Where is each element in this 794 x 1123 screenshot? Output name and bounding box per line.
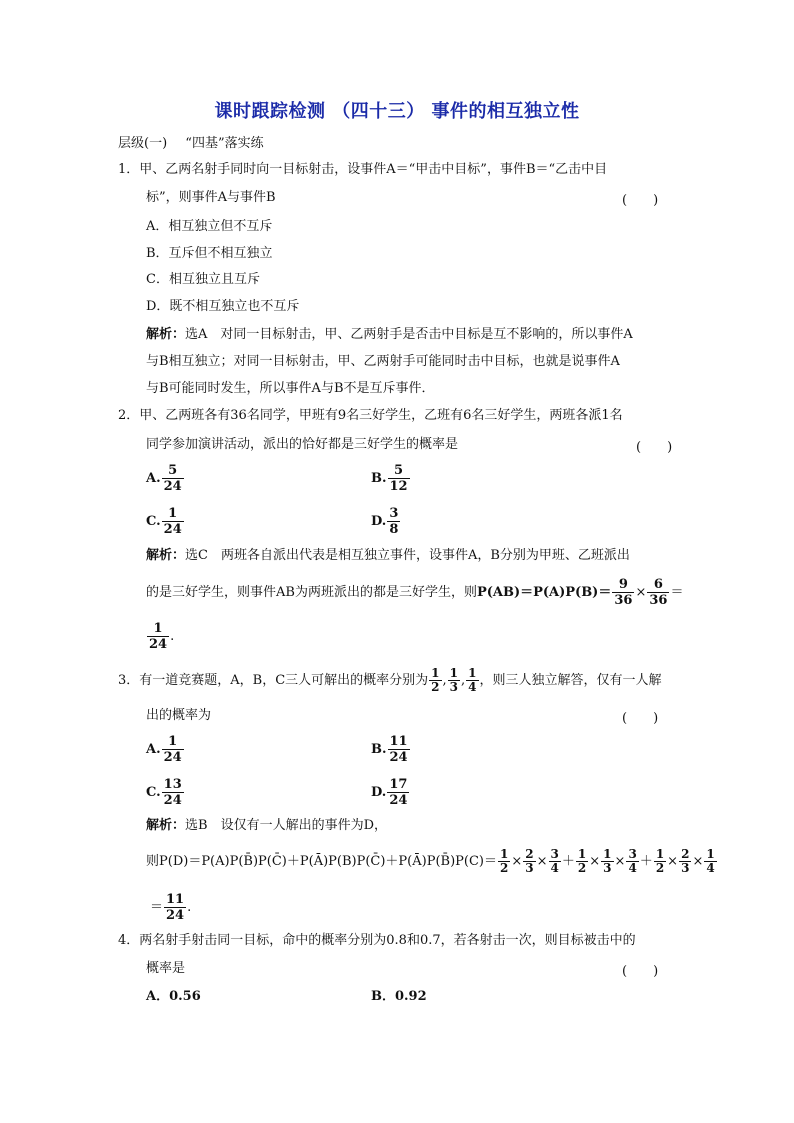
plus-sign: ＋ [639,854,653,869]
numerator: 1 [706,847,715,861]
q3-option-b [371,734,411,765]
section-level: 层级(一) [118,136,168,151]
fraction [162,506,184,537]
option-label: A. [146,742,161,757]
q3-answer-paren: ( ) [622,711,659,726]
denominator: 24 [149,637,168,652]
fraction [601,848,613,875]
option-label: B. [371,742,387,757]
numerator: 1 [577,847,587,861]
denominator: 4 [706,861,715,875]
q1-line1: 1．甲、乙两名射手同时向一目标射击，设事件A＝“甲击中目标”，事件B＝“乙击中目 [118,162,608,177]
numerator: 1 [500,847,509,861]
q4-answer-paren: ( ) [622,964,659,979]
q2-solution-line1 [146,547,630,565]
q3-line2: 出的概率为 [146,708,212,723]
q3-option-c [146,777,185,808]
denominator: 24 [163,793,182,808]
fraction [387,777,409,808]
q4-line2: 概率是 [146,961,186,976]
numerator: 3 [550,847,559,861]
q2-answer-paren: ( ) [636,440,673,455]
period: . [187,900,192,915]
fraction [388,734,410,765]
q1-option-b: B．互斥但不相互独立 [146,246,273,261]
option-label: B. [371,471,387,486]
times-sign: × [635,585,647,600]
fraction [429,667,441,694]
denominator: 3 [449,680,459,694]
fraction [704,848,716,875]
denominator: 4 [468,680,477,694]
denominator: 12 [389,479,408,494]
q3-option-d [371,777,410,808]
period: . [170,629,175,644]
denominator: 24 [163,479,182,494]
q3-solution-text1: 选B 设仅有一人解出的事件为D， [185,818,387,833]
page-title: 课时跟踪检测 （四十三） 事件的相互独立性 [214,101,580,122]
denominator: 24 [389,793,408,808]
equals-sign: ＝ [150,900,164,915]
option-label: A. [146,471,161,486]
fraction [679,848,691,875]
q2-option-b [371,463,411,494]
fraction [654,848,666,875]
q4-option-a: A．0.56 [146,989,201,1004]
denominator: 2 [577,861,587,875]
denominator: 2 [431,680,440,694]
q3-text-b: ，则三人独立解答，仅有一人解 [479,673,662,688]
numerator: 3 [628,847,637,861]
numerator: 2 [681,847,690,861]
times-sign: × [589,854,601,869]
denominator: 4 [550,861,559,875]
fraction [466,667,478,694]
fraction [162,463,184,494]
fraction [626,848,638,875]
option-label: D. [371,785,387,800]
numerator: 1 [449,666,459,680]
denominator: 4 [628,861,637,875]
q1-option-c: C．相互独立且互斥 [146,272,260,287]
numerator: 1 [431,666,440,680]
q1-option-d: D．既不相互独立也不互斥 [146,299,300,314]
fraction [387,506,400,537]
fraction [388,463,410,494]
fraction [498,848,510,875]
q2-formula: P(AB)＝P(A)P(B)＝ [476,585,612,600]
section-name: “四基”落实练 [185,136,264,151]
times-sign: × [692,854,704,869]
q1-solution-line3: 与B可能同时发生，所以事件A与B不是互斥事件． [146,381,435,396]
numerator: 11 [389,734,408,749]
numerator: 2 [525,847,534,861]
q3-text-a: 3．有一道竞赛题，A，B，C三人可解出的概率分别为 [118,673,429,688]
option-label: D. [371,514,387,529]
denominator: 8 [389,522,399,537]
q3-solution-line1 [146,817,387,835]
q3-option-a [146,734,185,765]
numerator: 5 [394,463,404,478]
denominator: 3 [525,861,534,875]
q2-option-a [146,463,185,494]
q3-line1 [118,667,662,694]
q1-line2: 标”，则事件A与事件B [146,190,276,205]
denominator: 3 [681,861,690,875]
numerator: 1 [153,621,163,636]
numerator: 13 [163,777,182,792]
denominator: 3 [603,861,612,875]
fraction [162,777,184,808]
numerator: 6 [653,577,663,592]
denominator: 24 [166,908,185,923]
numerator: 11 [166,892,185,907]
q4-line1: 4．两名射手射击同一目标，命中的概率分别为0.8和0.7，若各射击一次，则目标被击中的 [118,933,636,948]
q2-line2: 同学参加演讲活动，派出的恰好都是三好学生的概率是 [146,437,459,452]
numerator: 1 [655,847,665,861]
section-heading [118,135,264,153]
denominator: 36 [649,593,668,608]
q1-solution-line1 [146,326,633,344]
q1-solution-line2: 与B相互独立；对同一目标射击，甲、乙两射手可能同时击中目标，也就是说事件A [146,354,620,369]
times-sign: × [511,854,523,869]
fraction [164,892,186,923]
numerator: 5 [168,463,178,478]
option-label: C. [146,514,161,529]
numerator: 17 [389,777,408,792]
numerator: 1 [603,847,612,861]
q2-solution-text2: 的是三好学生，则事件AB为两班派出的都是三好学生，则 [146,585,477,600]
q1-answer-paren: ( ) [622,193,659,208]
denominator: 2 [500,861,509,875]
solution-label: 解析： [146,548,186,563]
times-sign: × [667,854,679,869]
q2-option-d [371,506,401,537]
fraction [448,667,460,694]
denominator: 24 [163,522,182,537]
q2-solution-result [146,621,174,652]
times-sign: × [614,854,626,869]
times-sign: × [536,854,548,869]
numerator: 1 [168,506,178,521]
q2-solution-line2 [146,577,683,608]
denominator: 2 [655,861,665,875]
numerator: 1 [468,666,477,680]
q2-solution-text1: 选C 两班各自派出代表是相互独立事件，设事件A，B分别为甲班、乙班派出 [185,548,630,563]
q4-option-b: B．0.92 [371,989,427,1004]
solution-label: 解析： [146,327,186,342]
equals-sign: ＝ [670,585,684,600]
numerator: 3 [389,506,399,521]
option-label: C. [146,785,161,800]
comma: , [461,673,466,688]
q2-line1: 2．甲、乙两班各有36名同学，甲班有9名三好学生，乙班有6名三好学生，两班各派1名 [118,408,623,423]
fraction [576,848,588,875]
q2-option-c [146,506,185,537]
fraction [549,848,561,875]
fraction [147,621,169,652]
q3-solution-result [150,892,191,923]
fraction [647,577,669,608]
numerator: 1 [168,734,178,749]
fraction [523,848,535,875]
plus-sign: ＋ [561,854,575,869]
fraction [612,577,634,608]
denominator: 24 [163,750,182,765]
fraction [162,734,184,765]
denominator: 36 [614,593,633,608]
q1-option-a: A．相互独立但不互斥 [146,219,273,234]
q3-solution-line2 [146,848,718,875]
denominator: 24 [389,750,408,765]
numerator: 9 [618,577,628,592]
solution-label: 解析： [146,818,186,833]
q1-solution-text1: 选A 对同一目标射击，甲、乙两射手是否击中目标是互不影响的，所以事件A [185,327,633,342]
q3-formula: 则P(D)＝P(A)P(B̄)P(C̄)＋P(Ā)P(B)P(C̄)＋P(Ā)P(B̄)P(C)＝ [146,854,497,869]
comma: , [442,673,447,688]
